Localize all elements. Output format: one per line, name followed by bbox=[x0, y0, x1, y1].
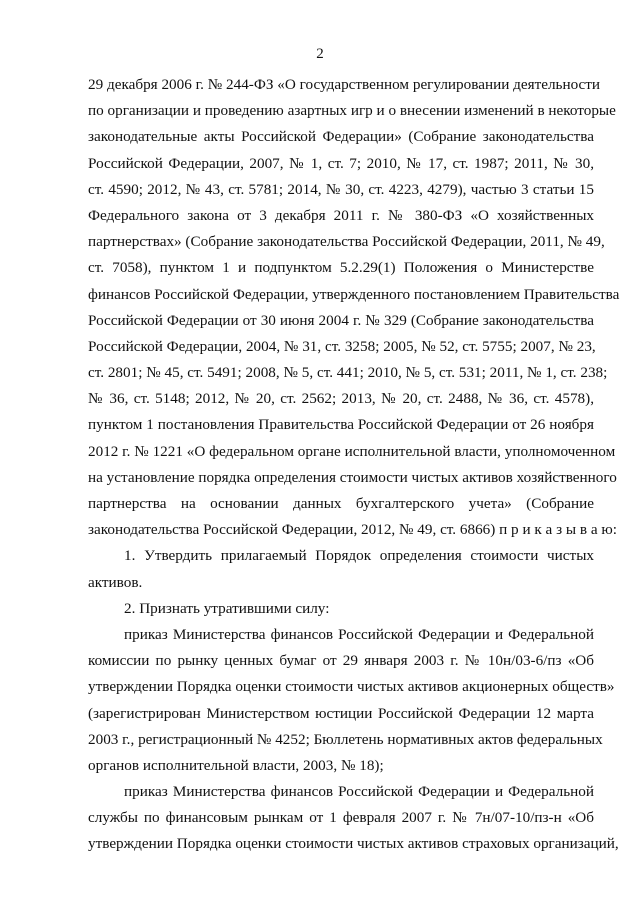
text-line: 1. Утвердить прилагаемый Порядок определения стоимости чистых bbox=[124, 547, 594, 565]
text-line: Российской Федерации, 2007, № 1, ст. 7; 2010, № 17, ст. 1987; 2011, № 30, bbox=[88, 154, 594, 172]
text-line: 2003 г., регистрационный № 4252; Бюллетень нормативных актов федеральных bbox=[88, 730, 603, 748]
text-line: Российской Федерации, 2004, № 31, ст. 3258; 2005, № 52, ст. 5755; 2007, № 23, bbox=[88, 337, 596, 355]
text-line: на установление порядка определения стоимости чистых активов хозяйственного bbox=[88, 468, 617, 486]
text-line: 2. Признать утратившими силу: bbox=[124, 599, 330, 617]
text-line: партнерствах» (Собрание законодательства Российской Федерации, 2011, № 49, bbox=[88, 233, 605, 251]
text-line: утверждении Порядка оценки стоимости чистых активов страховых организаций, bbox=[88, 835, 619, 853]
text-line: финансов Российской Федерации, утвержденного постановлением Правительства bbox=[88, 285, 620, 303]
text-line: ст. 4590; 2012, № 43, ст. 5781; 2014, № 30, ст. 4223, 4279), частью 3 статьи 15 bbox=[88, 180, 594, 198]
text-line: приказ Министерства финансов Российской Федерации и Федеральной bbox=[124, 625, 594, 643]
text-line: утверждении Порядка оценки стоимости чистых активов акционерных обществ» bbox=[88, 678, 615, 696]
text-line: 2012 г. № 1221 «О федеральном органе исполнительной власти, уполномоченном bbox=[88, 442, 616, 460]
text-line: ст. 7058), пунктом 1 и подпунктом 5.2.29(1) Положения о Министерстве bbox=[88, 259, 594, 277]
text-line: службы по финансовым рынкам от 1 февраля 2007 г. № 7н/07-10/пз-н «Об bbox=[88, 809, 594, 827]
text-line: партнерства на основании данных бухгалтерского учета» (Собрание bbox=[88, 495, 594, 512]
text-line: приказ Министерства финансов Российской Федерации и Федеральной bbox=[124, 783, 594, 801]
text-line: законодательные акты Российской Федерации» (Собрание законодательства bbox=[88, 128, 594, 146]
text-line: (зарегистрирован Министерством юстиции Российской Федерации 12 марта bbox=[88, 704, 594, 722]
text-line: комиссии по рынку ценных бумаг от 29 января 2003 г. № 10н/03-6/пз «Об bbox=[88, 652, 594, 670]
text-line: Федерального закона от 3 декабря 2011 г. № 380-ФЗ «О хозяйственных bbox=[88, 206, 594, 224]
document-body bbox=[88, 72, 620, 858]
text-line: № 36, ст. 5148; 2012, № 20, ст. 2562; 2013, № 20, ст. 2488, № 36, ст. 4578), bbox=[88, 390, 594, 408]
text-line: 29 декабря 2006 г. № 244-ФЗ «О государственном регулировании деятельности bbox=[88, 76, 601, 93]
text-line: Российской Федерации от 30 июня 2004 г. № 329 (Собрание законодательства bbox=[88, 311, 594, 329]
text-line: по организации и проведению азартных игр и о внесении изменений в некоторые bbox=[88, 102, 616, 120]
text-line: ст. 2801; № 45, ст. 5491; 2008, № 5, ст. 441; 2010, № 5, ст. 531; 2011, № 1, ст. 238; bbox=[88, 364, 608, 382]
text-line: активов. bbox=[88, 573, 143, 591]
page-number: 2 bbox=[316, 46, 324, 62]
text-line: пунктом 1 постановления Правительства Российской Федерации от 26 ноября bbox=[88, 416, 594, 434]
text-line: органов исполнительной власти, 2003, № 18); bbox=[88, 756, 384, 774]
text-line: законодательства Российской Федерации, 2012, № 49, ст. 6866) п р и к а з ы в а ю: bbox=[88, 521, 617, 539]
